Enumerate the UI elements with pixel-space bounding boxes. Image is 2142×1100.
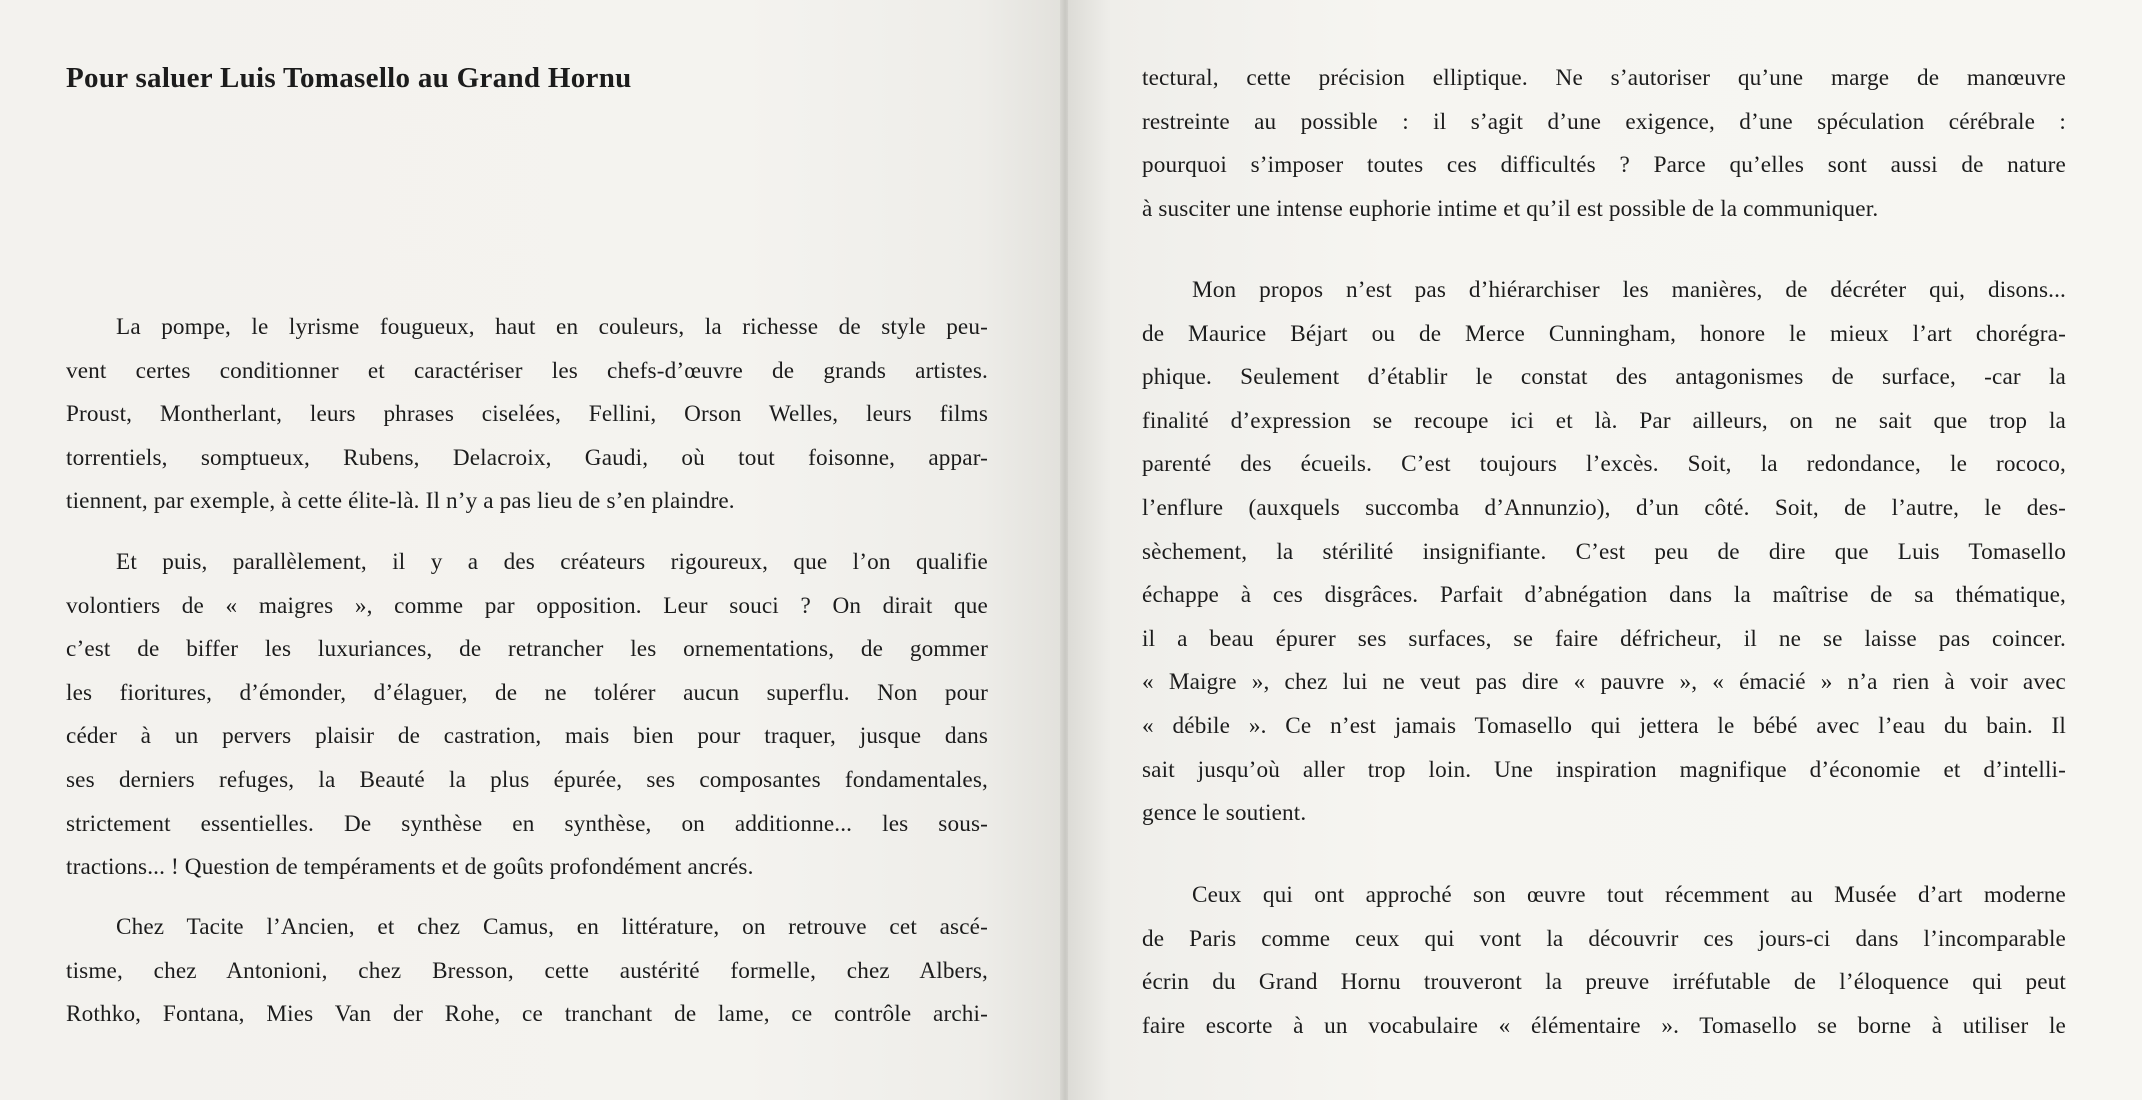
text-line: tractions... ! Question de tempéraments et de goûts profondément ancrés. xyxy=(66,854,754,881)
text-line: il a beau épurer ses surfaces, se faire défricheur, il ne se laisse pas coincer. xyxy=(1142,625,2066,652)
text-line: vent certes conditionner et caractériser les chefs-d’œuvre de grands artistes. xyxy=(66,357,988,384)
text-line: c’est de biffer les luxuriances, de retrancher les ornementations, de gommer xyxy=(66,636,988,663)
text-line: finalité d’expression se recoupe ici et là. Par ailleurs, on ne sait que trop la xyxy=(1142,407,2066,434)
text-line: de Paris comme ceux qui vont la découvrir ces jours-ci dans l’incomparable xyxy=(1142,925,2066,952)
text-line: sèchement, la stérilité insignifiante. C’est peu de dire que Luis Tomasello xyxy=(1142,538,2066,565)
text-line: phique. Seulement d’établir le constat des antagonismes de surface, -car la xyxy=(1142,364,2066,391)
left-paragraph-1 xyxy=(66,306,988,524)
text-line: écrin du Grand Hornu trouveront la preuve irréfutable de l’éloquence qui peut xyxy=(1142,969,2066,996)
text-line: pourquoi s’imposer toutes ces difficultés ? Parce qu’elles sont aussi de nature xyxy=(1142,152,2066,179)
text-line: céder à un pervers plaisir de castration, mais bien pour traquer, jusque dans xyxy=(66,723,988,750)
right-paragraph-3 xyxy=(1142,874,2066,1048)
text-line: restreinte au possible : il s’agit d’une exigence, d’une spéculation cérébrale : xyxy=(1142,108,2066,135)
text-line: tiennent, par exemple, à cette élite-là. Il n’y a pas lieu de s’en plaindre. xyxy=(66,488,735,515)
text-line: sait jusqu’où aller trop loin. Une inspiration magnifique d’économie et d’intelli- xyxy=(1142,756,2066,783)
text-line: l’enflure (auxquels succomba d’Annunzio), d’un côté. Soit, de l’autre, le des- xyxy=(1142,494,2066,521)
text-line: Rothko, Fontana, Mies Van der Rohe, ce tranchant de lame, ce contrôle archi- xyxy=(66,1001,988,1028)
text-line: tisme, chez Antonioni, chez Bresson, cette austérité formelle, chez Albers, xyxy=(66,957,988,984)
text-line: torrentiels, somptueux, Rubens, Delacroix, Gaudi, où tout foisonne, appar- xyxy=(66,444,988,471)
text-line: volontiers de « maigres », comme par opposition. Leur souci ? On dirait que xyxy=(66,592,988,619)
text-line: faire escorte à un vocabulaire « élémentaire ». Tomasello se borne à utiliser le xyxy=(1142,1012,2066,1039)
text-line: parenté des écueils. C’est toujours l’excès. Soit, la redondance, le rococo, xyxy=(1142,451,2066,478)
text-line: ses derniers refuges, la Beauté la plus épurée, ses composantes fondamentales, xyxy=(66,766,988,793)
right-paragraph-2 xyxy=(1142,269,2066,836)
text-line: La pompe, le lyrisme fougueux, haut en couleurs, la richesse de style peu- xyxy=(116,314,988,340)
text-line: Ceux qui ont approché son œuvre tout récemment au Musée d’art moderne xyxy=(1192,882,2066,908)
text-line: « Maigre », chez lui ne veut pas dire « pauvre », « émacié » n’a rien à voir avec xyxy=(1142,669,2066,696)
right-paragraph-1 xyxy=(1142,57,2066,231)
text-line: Proust, Montherlant, leurs phrases ciselées, Fellini, Orson Welles, leurs films xyxy=(66,401,988,428)
left-paragraph-2 xyxy=(66,541,988,890)
text-line: de Maurice Béjart ou de Merce Cunningham, honore le mieux l’art chorégra- xyxy=(1142,320,2066,347)
text-line: gence le soutient. xyxy=(1142,800,1307,827)
left-page xyxy=(0,0,1062,1100)
text-line: les fioritures, d’émonder, d’élaguer, de ne tolérer aucun superflu. Non pour xyxy=(66,679,988,706)
right-page xyxy=(1068,0,2142,1100)
left-paragraph-3 xyxy=(66,906,988,1037)
article-title: Pour saluer Luis Tomasello au Grand Hornu xyxy=(66,62,632,94)
text-line: à susciter une intense euphorie intime et qu’il est possible de la communiquer. xyxy=(1142,195,1879,222)
text-line: Mon propos n’est pas d’hiérarchiser les manières, de décréter qui, disons... xyxy=(1192,277,2066,303)
text-line: Et puis, parallèlement, il y a des créateurs rigoureux, que l’on qualifie xyxy=(116,549,988,575)
text-line: Chez Tacite l’Ancien, et chez Camus, en littérature, on retrouve cet ascé- xyxy=(116,914,988,940)
text-line: « débile ». Ce n’est jamais Tomasello qui jettera le bébé avec l’eau du bain. Il xyxy=(1142,712,2066,739)
text-line: tectural, cette précision elliptique. Ne s’autoriser qu’une marge de manœuvre xyxy=(1142,65,2066,91)
text-line: strictement essentielles. De synthèse en synthèse, on additionne... les sous- xyxy=(66,810,988,837)
text-line: échappe à ces disgrâces. Parfait d’abnégation dans la maîtrise de sa thématique, xyxy=(1142,582,2066,609)
